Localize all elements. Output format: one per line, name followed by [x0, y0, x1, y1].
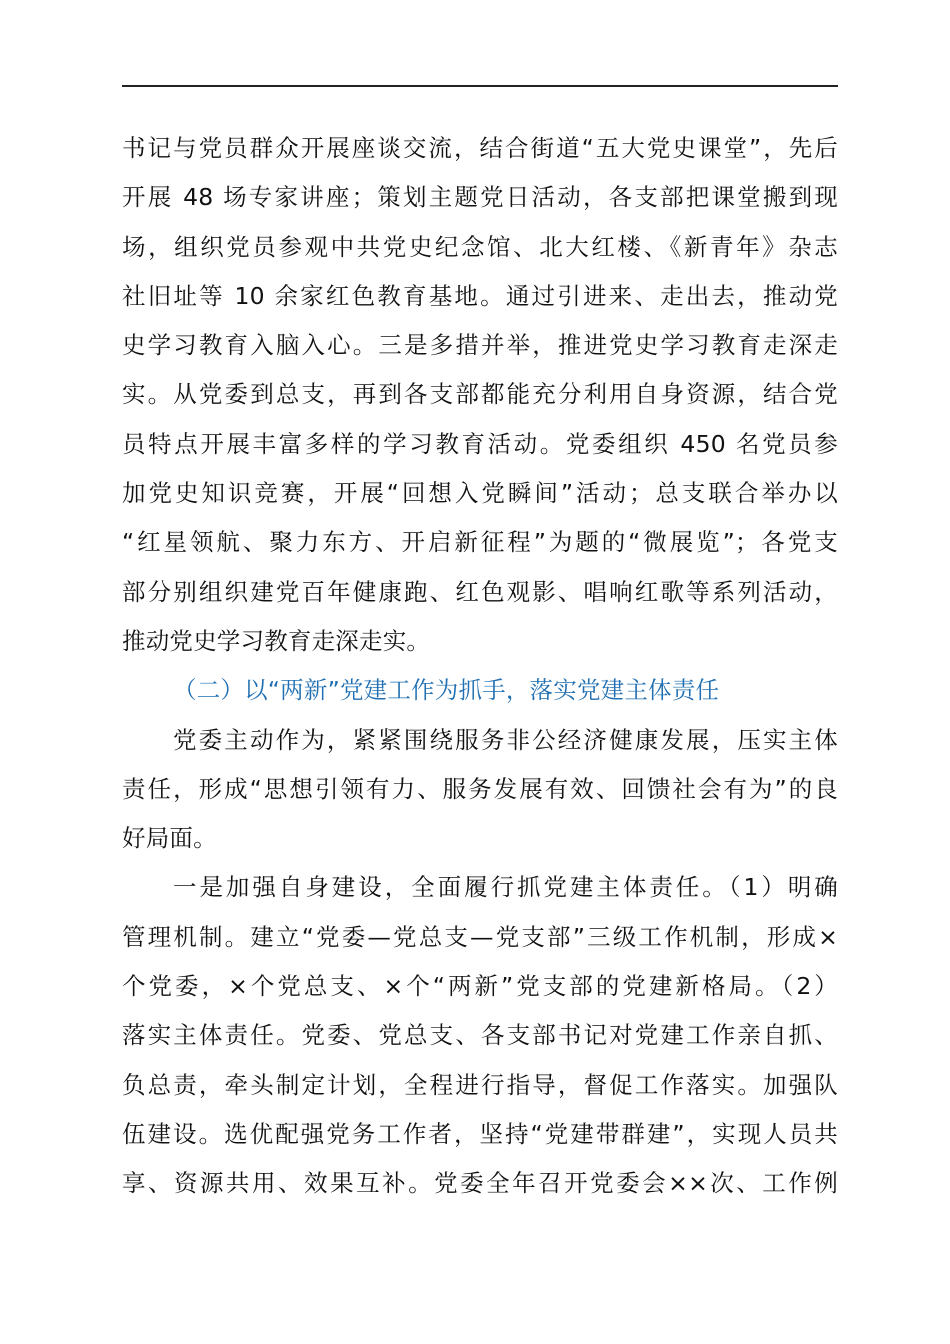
paragraph-line: 社旧址等 10 余家红色教育基地。通过引进来、走出去，推动党 [122, 281, 838, 310]
paragraph-line: 书记与党员群众开展座谈交流，结合街道“五大党史课堂”，先后 [122, 134, 838, 162]
section-heading: （二）以“两新”党建工作为抓手，落实党建主体责任 [173, 676, 720, 705]
paragraph-line: 部分别组织建党百年健康跑、红色观影、唱响红歌等系列活动， [122, 577, 838, 606]
body-text [122, 124, 838, 1209]
paragraph-line: 史学习教育入脑入心。三是多措并举，推进党史学习教育走深走 [122, 331, 838, 360]
paragraph-line: 场，组织党员参观中共党史纪念馆、北大红楼、《新青年》杂志 [122, 232, 838, 261]
paragraph-line: 个党委，×个党总支、×个“两新”党支部的党建新格局。（2） [122, 972, 838, 1001]
paragraph-line: 伍建设。选优配强党务工作者，坚持“党建带群建”，实现人员共 [122, 1119, 838, 1148]
paragraph-line: 管理机制。建立“党委—党总支—党支部”三级工作机制，形成× [122, 922, 838, 951]
paragraph-line: 落实主体责任。党委、党总支、各支部书记对党建工作亲自抓、 [122, 1021, 838, 1050]
paragraph-line: 实。从党委到总支，再到各支部都能充分利用自身资源，结合党 [122, 380, 838, 409]
paragraph-line: 加党史知识竞赛，开展“回想入党瞬间”活动；总支联合举办以 [122, 479, 838, 508]
paragraph-line: 党委主动作为，紧紧围绕服务非公经济健康发展，压实主体 [173, 725, 838, 754]
paragraph-line: 负总责，牵头制定计划，全程进行指导，督促工作落实。加强队 [122, 1070, 838, 1099]
paragraph-line: 好局面。 [122, 824, 217, 853]
paragraph-line: 责任，形成“思想引领有力、服务发展有效、回馈社会有为”的良 [122, 774, 838, 803]
paragraph-line: 员特点开展丰富多样的学习教育活动。党委组织 450 名党员参 [122, 429, 838, 458]
paragraph-line: 一是加强自身建设，全面履行抓党建主体责任。（1）明确 [173, 873, 838, 902]
paragraph-line: 开展 48 场专家讲座；策划主题党日活动，各支部把课堂搬到现 [122, 183, 838, 212]
header-rule [122, 85, 838, 87]
paragraph-line: 推动党史学习教育走深走实。 [122, 626, 431, 655]
paragraph-line: 享、资源共用、效果互补。党委全年召开党委会××次、工作例 [122, 1169, 838, 1198]
paragraph-line: “红星领航、聚力东方、开启新征程”为题的“微展览”；各党支 [122, 528, 838, 557]
